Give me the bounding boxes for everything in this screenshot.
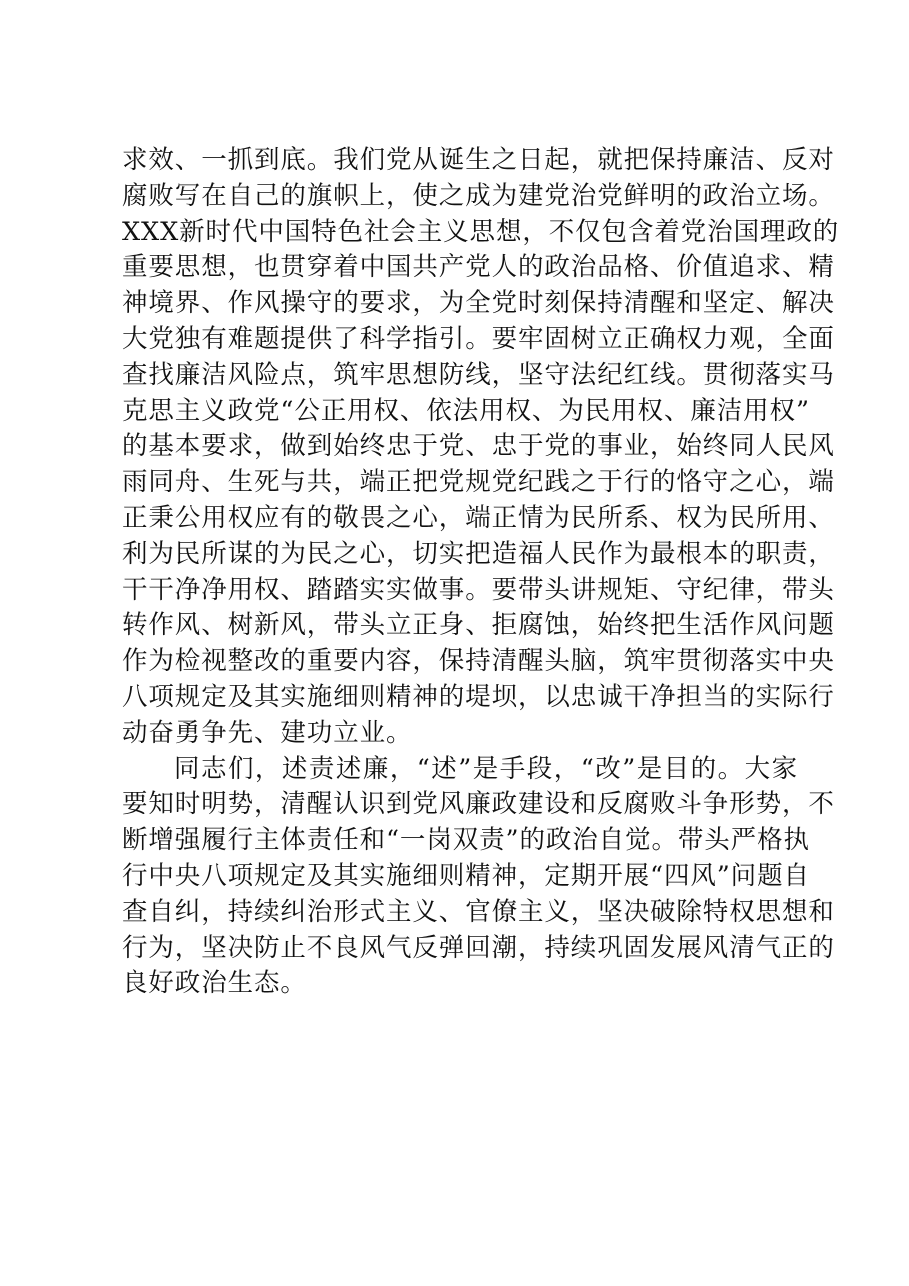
text-line: 良好政治生态。 xyxy=(122,968,307,999)
text-line: 转作风、树新风，带头立正身、拒腐蚀，始终把生活作风问题 xyxy=(122,610,835,641)
text-line: 大党独有难题提供了科学指引。要牢固树立正确权力观，全面 xyxy=(122,323,835,354)
text-line: 雨同舟、生死与共，端正把党规党纪践之于行的恪守之心，端 xyxy=(122,467,835,498)
text-line: 神境界、作风操守的要求，为全党时刻保持清醒和坚定、解决 xyxy=(122,288,835,319)
text-line: 的基本要求，做到始终忠于党、忠于党的事业，始终同人民风 xyxy=(122,431,835,462)
text-line: 查自纠，持续纠治形式主义、官僚主义，坚决破除特权思想和 xyxy=(122,896,835,927)
text-line: 利为民所谋的为民之心，切实把造福人民作为最根本的职责， xyxy=(122,538,835,569)
text-line: XXX新时代中国特色社会主义思想，不仅包含着党治国理政的 xyxy=(122,216,840,247)
text-line: 正秉公用权应有的敬畏之心，端正情为民所系、权为民所用、 xyxy=(122,502,835,533)
text-line: 重要思想，也贯穿着中国共产党人的政治品格、价值追求、精 xyxy=(122,252,835,283)
text-line: 查找廉洁风险点，筑牢思想防线，坚守法纪红线。贯彻落实马 xyxy=(122,359,835,390)
text-line: 行为，坚决防止不良风气反弹回潮，持续巩固发展风清气正的 xyxy=(122,932,835,963)
paragraph-1 xyxy=(122,143,840,752)
text-line: 克思主义政党“公正用权、依法用权、为民用权、廉洁用权” xyxy=(122,395,810,426)
text-line: 作为检视整改的重要内容，保持清醒头脑，筑牢贯彻落实中央 xyxy=(122,646,835,677)
text-line: 干干净净用权、踏踏实实做事。要带头讲规矩、守纪律，带头 xyxy=(122,574,835,605)
text-line: 八项规定及其实施细则精神的堤坝，以忠诚干净担当的实际行 xyxy=(122,681,835,712)
document-body xyxy=(122,143,840,1002)
text-line: 腐败写在自己的旗帜上，使之成为建党治党鲜明的政治立场。 xyxy=(122,180,835,211)
text-line: 要知时明势，清醒认识到党风廉政建设和反腐败斗争形势，不 xyxy=(122,789,835,820)
text-line: 同志们，述责述廉，“述”是手段，“改”是目的。大家 xyxy=(174,753,798,784)
paragraph-2 xyxy=(122,752,835,1003)
text-line: 动奋勇争先、建功立业。 xyxy=(122,717,413,748)
text-line: 行中央八项规定及其实施细则精神，定期开展“四风”问题自 xyxy=(122,860,810,891)
text-line: 断增强履行主体责任和“一岗双责”的政治自觉。带头严格执 xyxy=(122,825,810,856)
text-line: 求效、一抓到底。我们党从诞生之日起，就把保持廉洁、反对 xyxy=(122,145,835,175)
